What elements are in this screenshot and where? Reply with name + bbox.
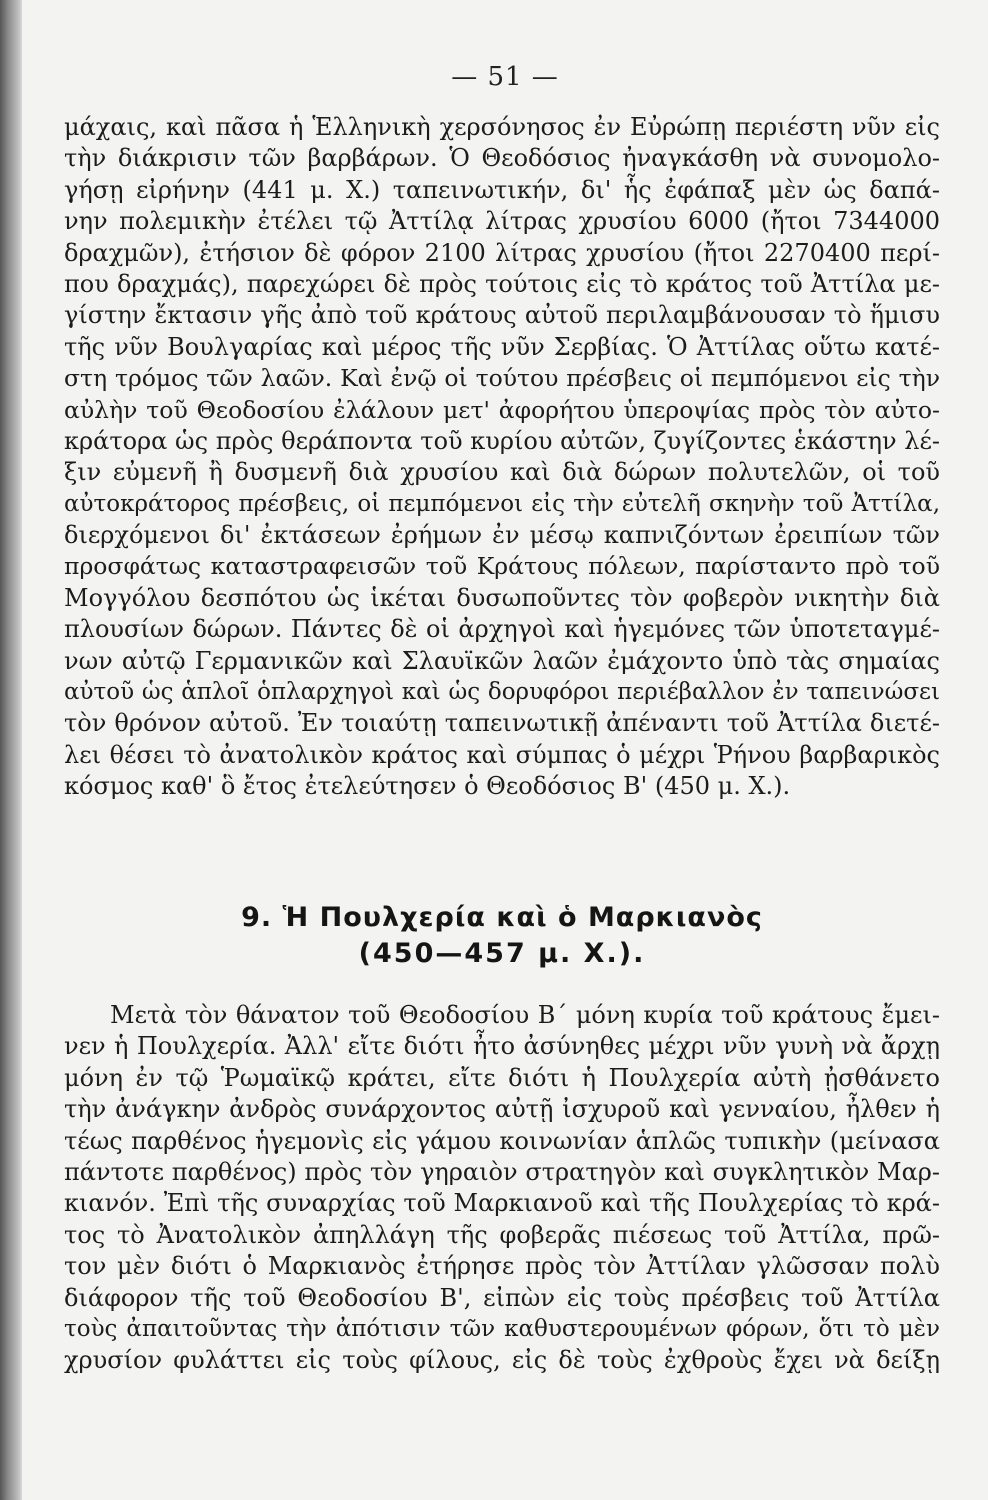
text-line: τον μὲν διότι ὁ Μαρκιανὸς ἐτήρησε πρὸς τὸν Ἀττίλαν γλῶσσαν πολὺ	[64, 1252, 940, 1281]
text-line: μάχαις, καὶ πᾶσα ἡ Ἑλληνικὴ χερσόνησος ἐν Εὐρώπῃ περιέστη νῦν εἰς	[64, 113, 940, 141]
section-heading	[64, 900, 940, 972]
text-line: στη τρόμος τῶν λαῶν. Καὶ ἐνῷ οἱ τούτου πρέσβεις οἱ πεμπόμενοι εἰς τὴν	[64, 364, 940, 393]
text-line: νην πολεμικὴν ἐτέλει τῷ Ἀττίλᾳ λίτρας χρυσίου 6000 (ἤτοι 7344000	[64, 207, 940, 236]
text-line: διάφορον τῆς τοῦ Θεοδοσίου Β', εἰπὼν εἰς τοὺς πρέσβεις τοῦ Ἀττίλα	[64, 1283, 940, 1312]
text-line: τὴν ἀνάγκην ἀνδρὸς συνάρχοντος αὐτῇ ἰσχυροῦ καὶ γενναίου, ἦλθεν ἡ	[64, 1095, 940, 1124]
text-line: μόνη ἐν τῷ Ῥωμαϊκῷ κράτει, εἴτε διότι ἡ Πουλχερία αὐτὴ ᾐσθάνετο	[64, 1063, 940, 1092]
text-line: πάντοτε παρθένος) πρὸς τὸν γηραιὸν στρατηγὸν καὶ συγκλητικὸν Μαρ-	[64, 1157, 940, 1186]
text-line: τος τὸ Ἀνατολικὸν ἀπηλλάγη τῆς φοβερᾶς πιέσεως τοῦ Ἀττίλα, πρῶ-	[64, 1220, 940, 1249]
text-line: τῆς νῦν Βουλγαρίας καὶ μέρος τῆς νῦν Σερβίας. Ὁ Ἀττίλας οὕτω κατέ-	[64, 332, 940, 361]
text-line: διερχόμενοι δι' ἐκτάσεων ἐρήμων ἐν μέσῳ καπνιζόντων ἐρειπίων τῶν	[64, 521, 940, 550]
text-line: προσφάτως καταστραφεισῶν τοῦ Κράτους πόλεων, παρίσταντο πρὸ τοῦ	[64, 552, 940, 581]
book-page	[22, 0, 988, 1500]
text-line: λει θέσει τὸ ἀνατολικὸν κράτος καὶ σύμπας ὁ μέχρι Ῥήνου βαρβαρικὸς	[64, 740, 940, 769]
text-line: αὐτοκράτορος πρέσβεις, οἱ πεμπόμενοι εἰς τὴν εὐτελῆ σκηνὴν τοῦ Ἀττίλα,	[64, 490, 940, 517]
text-line: ξιν εὐμενῆ ἢ δυσμενῆ διὰ χρυσίου καὶ διὰ δώρων πολυτελῶν, οἱ τοῦ	[64, 458, 940, 487]
text-line: κόσμος καθ' ὃ ἔτος ἐτελεύτησεν ὁ Θεοδόσιος Β' (450 μ. Χ.).	[64, 772, 791, 801]
section-title: 9. Ἡ Πουλχερία καὶ ὁ Μαρκιανὸς	[241, 902, 763, 933]
text-line: πλουσίων δώρων. Πάντες δὲ οἱ ἀρχηγοὶ καὶ ἡγεμόνες τῶν ὑποτεταγμέ-	[64, 615, 940, 644]
paragraph-2	[64, 1000, 940, 1377]
text-line: που δραχμάς), παρεχώρει δὲ πρὸς τούτοις εἰς τὸ κράτος τοῦ Ἀττίλα με-	[64, 269, 940, 298]
text-line: αὐτοῦ ὡς ἁπλοῖ ὁπλαρχηγοὶ καὶ ὡς δορυφόροι περιέβαλλον ἐν ταπεινώσει	[64, 679, 940, 706]
text-line: τέως παρθένος ἡγεμονὶς εἰς γάμου κοινωνίαν ἁπλῶς τυπικὴν (μείνασα	[64, 1126, 940, 1155]
text-line: Μετὰ τὸν θάνατον τοῦ Θεοδοσίου Β΄ μόνη κυρία τοῦ κράτους ἔμει-	[110, 1001, 940, 1029]
text-line: τὴν διάκρισιν τῶν βαρβάρων. Ὁ Θεοδόσιος ἠναγκάσθη νὰ συνομολο-	[64, 144, 940, 173]
text-line: δραχμῶν), ἐτήσιον δὲ φόρον 2100 λίτρας χρυσίου (ἤτοι 2270400 περί-	[64, 238, 940, 267]
text-line: κιανόν. Ἐπὶ τῆς συναρχίας τοῦ Μαρκιανοῦ καὶ τῆς Πουλχερίας τὸ κρά-	[64, 1189, 940, 1218]
text-line: αὐλὴν τοῦ Θεοδοσίου ἐλάλουν μετ' ἀφορήτου ὑπεροψίας πρὸς τὸν αὐτο-	[64, 395, 940, 424]
text-line: γίστην ἔκτασιν γῆς ἀπὸ τοῦ κράτους αὐτοῦ περιλαμβάνουσαν τὸ ἥμισυ	[64, 301, 940, 330]
text-line: γήσῃ εἰρήνην (441 μ. Χ.) ταπεινωτικήν, δι' ἧς ἐφάπαξ μὲν ὡς δαπά-	[64, 175, 940, 204]
text-line: κράτορα ὡς πρὸς θεράποντα τοῦ κυρίου αὐτῶν, ζυγίζοντες ἑκάστην λέ-	[64, 426, 940, 455]
text-line: χρυσίον φυλάττει εἰς τοὺς φίλους, εἰς δὲ τοὺς ἐχθροὺς ἔχει νὰ δείξῃ	[64, 1346, 940, 1375]
paragraph-1	[64, 112, 940, 803]
text-line: νεν ἡ Πουλχερία. Ἀλλ' εἴτε διότι ἦτο ἀσύνηθες μέχρι νῦν γυνὴ νὰ ἄρχῃ	[64, 1032, 940, 1061]
text-line: νων αὐτῷ Γερμανικῶν καὶ Σλαυϊκῶν λαῶν ἐμάχοντο ὑπὸ τὰς σημαίας	[64, 646, 940, 675]
scan-binding-edge	[0, 0, 22, 1500]
text-line: τὸν θρόνον αὐτοῦ. Ἐν τοιαύτῃ ταπεινωτικῇ ἀπέναντι τοῦ Ἀττίλα διετέ-	[64, 709, 940, 738]
text-line: Μογγόλου δεσπότου ὡς ἱκέται δυσωποῦντες τὸν φοβερὸν νικητὴν διὰ	[64, 583, 940, 612]
text-line: τοὺς ἀπαιτοῦντας τὴν ἀπότισιν τῶν καθυστερουμένων φόρων, ὅτι τὸ μὲν	[64, 1315, 940, 1342]
page-number: — 51 —	[451, 62, 559, 92]
section-dates: (450—457 μ. Χ.).	[358, 938, 646, 969]
